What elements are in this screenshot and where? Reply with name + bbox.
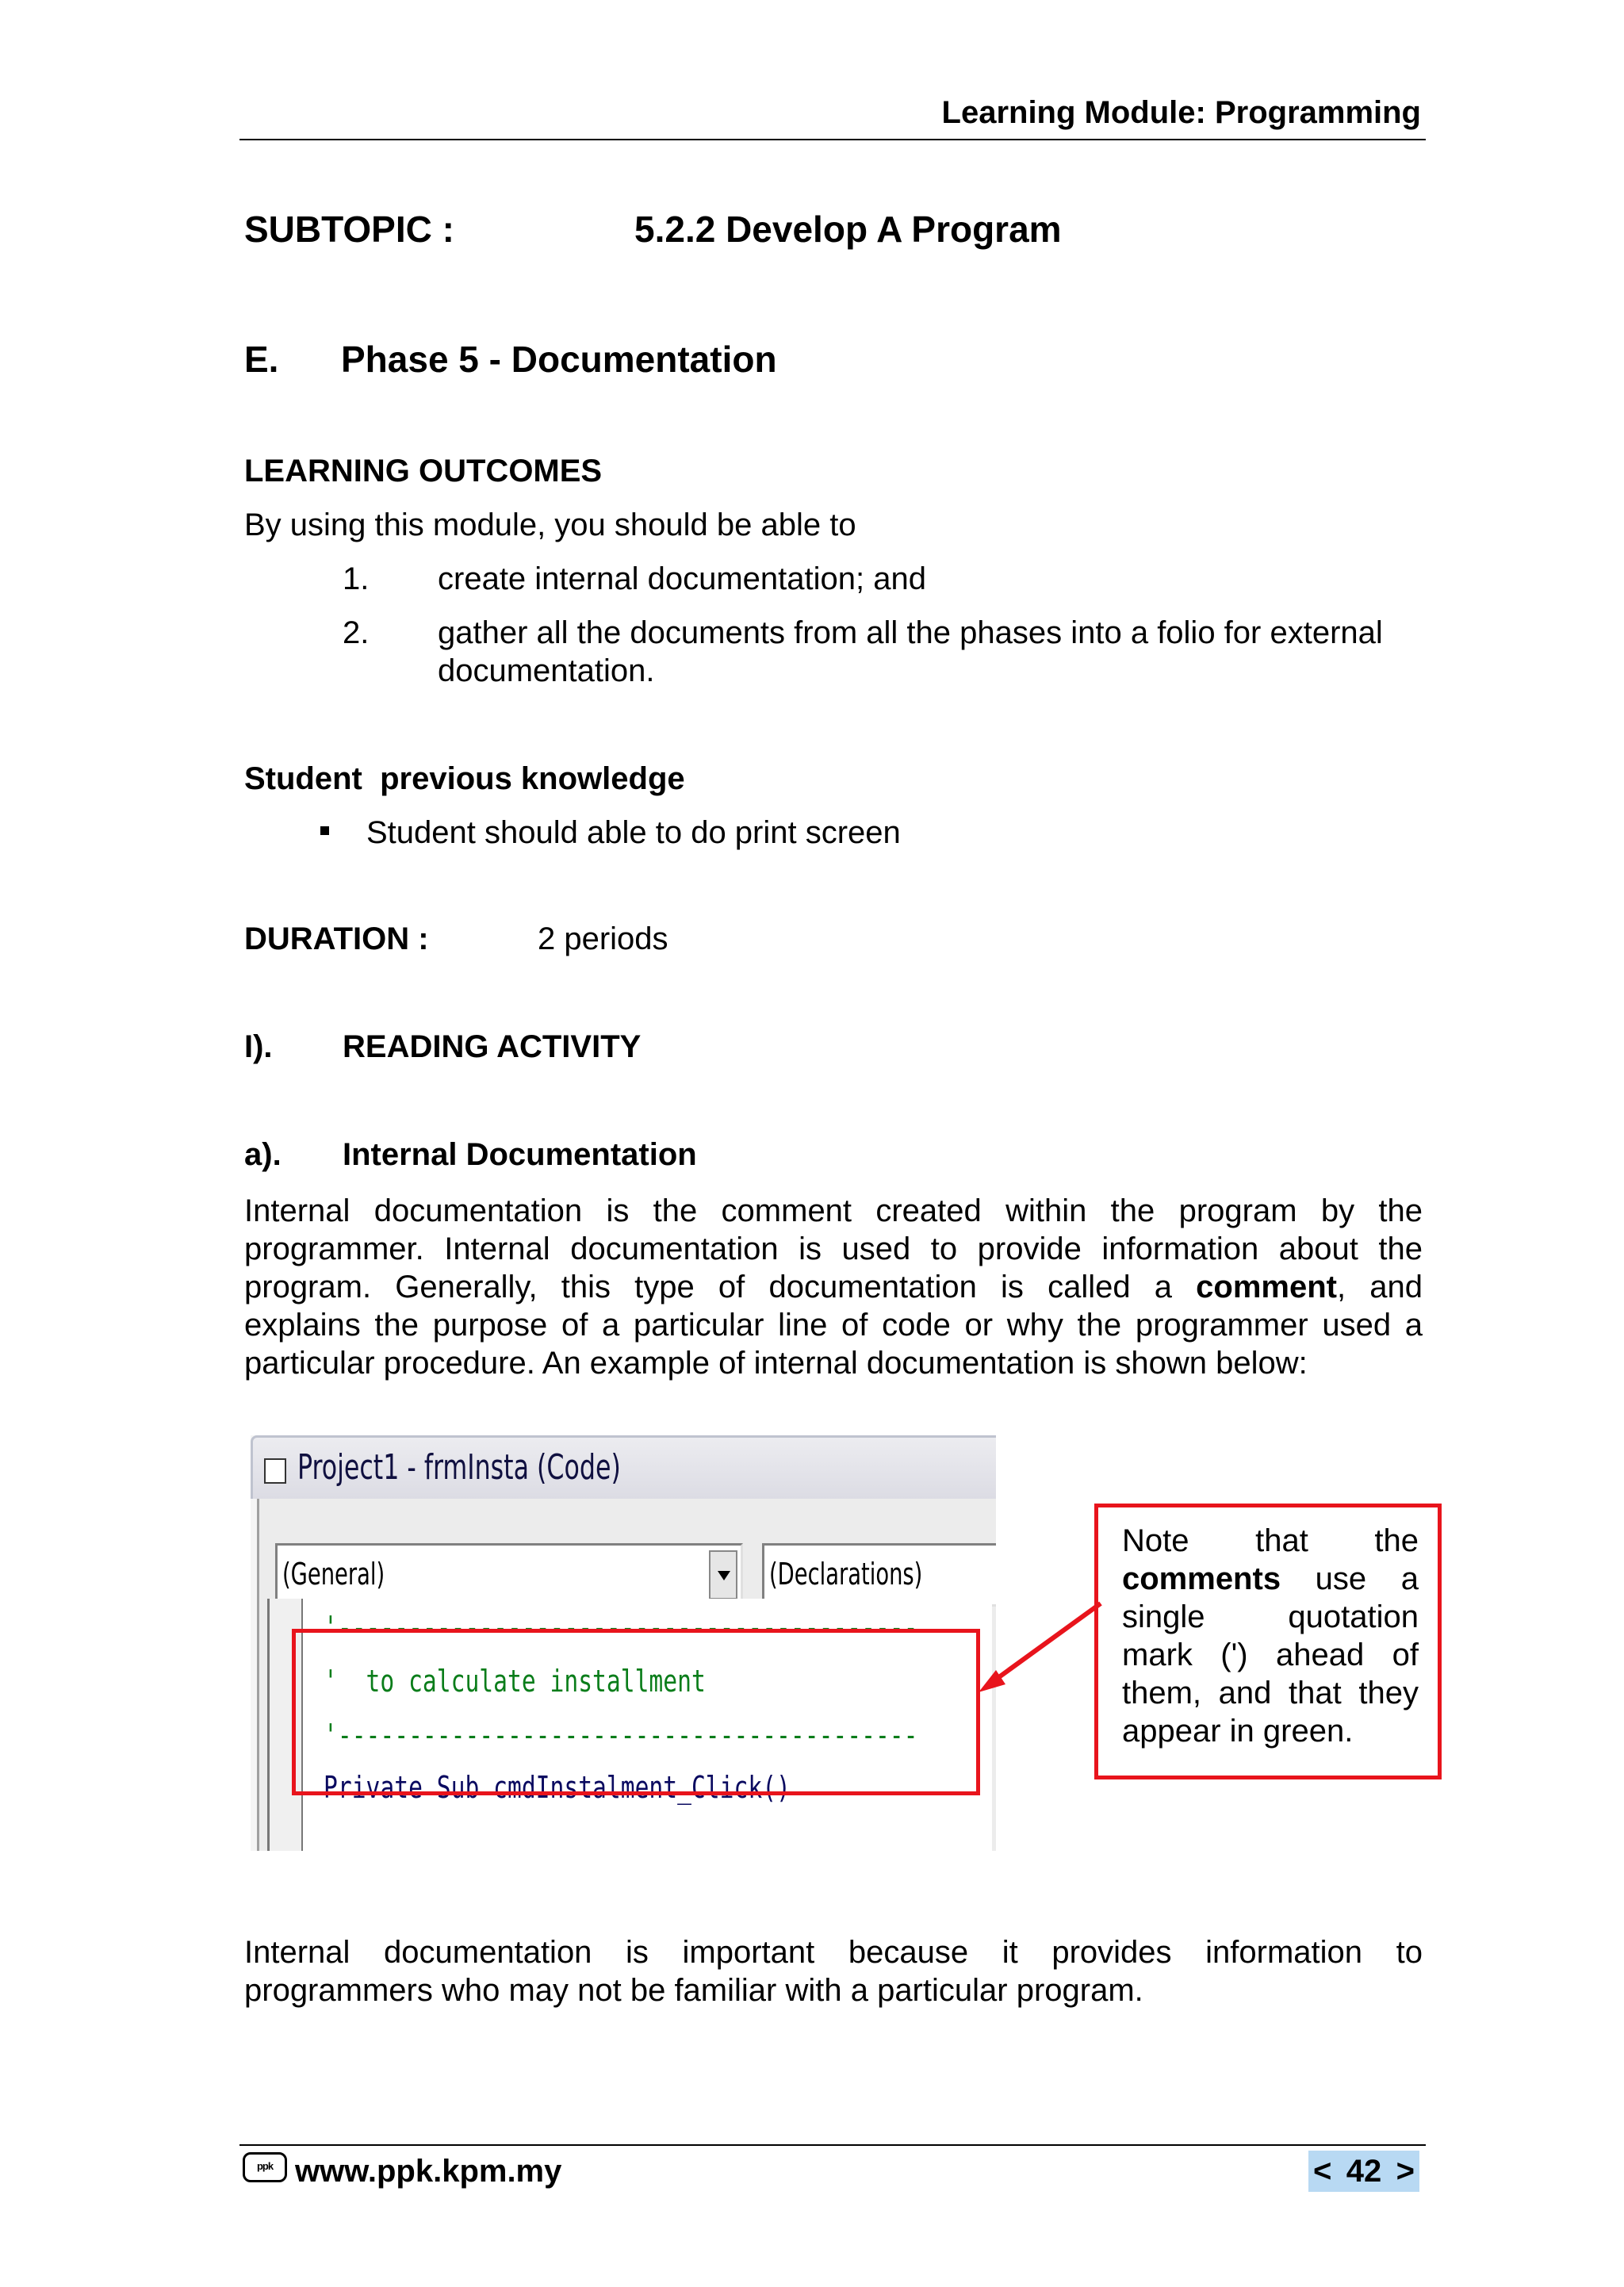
- procedure-combo-value: (Declarations): [769, 1557, 923, 1592]
- note-bold-term: comments: [1122, 1561, 1281, 1596]
- bold-term: comment: [1196, 1270, 1337, 1304]
- comment-line: '-----------------------------------------: [324, 1718, 918, 1753]
- page-number-badge: [1308, 2151, 1419, 2192]
- paragraph-line: particular procedure. An example of internal documentation is shown below:: [244, 1346, 1308, 1381]
- paragraph-line: programmer. Internal documentation is used to provide information about the: [244, 1232, 1423, 1266]
- comments-highlight-box: [292, 1629, 980, 1795]
- subtopic-label: SUBTOPIC :: [244, 209, 454, 250]
- arrow-shaft: [991, 1603, 1101, 1683]
- callout-note-text: [1122, 1522, 1419, 1750]
- outcome-number: 1.: [343, 561, 370, 596]
- object-combo-value: (General): [282, 1557, 385, 1592]
- arrow-icon: [967, 1594, 1110, 1705]
- comment-line: '-----------------------------------------: [324, 1610, 918, 1645]
- comment-line: ' to calculate installment: [324, 1664, 706, 1699]
- object-combo[interactable]: [275, 1543, 743, 1607]
- dropdown-arrow-icon[interactable]: [709, 1550, 737, 1599]
- note-text: use a single quotation mark (') ahead of them, and that they appear in green.: [1122, 1561, 1419, 1749]
- outcome-text: gather all the documents from all the phases into a folio for external: [438, 615, 1383, 650]
- footer-rule: [239, 2144, 1426, 2146]
- page-number: 42: [1346, 2153, 1382, 2189]
- page-next[interactable]: >: [1396, 2153, 1415, 2189]
- square-bullet-icon: [320, 826, 329, 835]
- learning-outcomes-intro: By using this module, you should be able to: [244, 508, 856, 542]
- module-header-title: Learning Module: Programming: [941, 95, 1421, 130]
- paragraph-line-with-bold: [244, 1268, 1423, 1306]
- section-letter: E.: [244, 339, 279, 380]
- reading-number: I).: [244, 1029, 273, 1064]
- code-window-icon: [264, 1458, 286, 1484]
- ppk-logo-icon: ppk: [243, 2152, 287, 2182]
- paragraph-line: Internal documentation is the comment created within the program by the: [244, 1193, 1423, 1228]
- subtopic-value: 5.2.2 Develop A Program: [634, 209, 1062, 250]
- subsection-number: a).: [244, 1137, 282, 1172]
- page-prev[interactable]: <: [1313, 2153, 1332, 2189]
- note-text: Note that the: [1122, 1523, 1419, 1558]
- callout-note-box: [1094, 1504, 1442, 1779]
- learning-outcomes-heading: LEARNING OUTCOMES: [244, 454, 603, 488]
- prev-knowledge-heading: Student previous knowledge: [244, 761, 685, 796]
- outcome-text: create internal documentation; and: [438, 561, 926, 596]
- footer-url[interactable]: www.ppk.kpm.my: [295, 2154, 562, 2189]
- outcome-number: 2.: [343, 615, 370, 650]
- prev-knowledge-item: Student should able to do print screen: [366, 815, 901, 850]
- duration-label: DURATION :: [244, 921, 429, 956]
- window-title: Project1 - frmInsta (Code): [297, 1447, 621, 1488]
- subsection-title: Internal Documentation: [343, 1137, 697, 1172]
- header-rule: [239, 139, 1426, 140]
- paragraph-text: program. Generally, this type of documentation is called a: [244, 1270, 1197, 1304]
- window-titlebar: [251, 1435, 996, 1499]
- section-title: Phase 5 - Documentation: [341, 339, 777, 380]
- outcome-text-continued: documentation.: [438, 653, 655, 688]
- code-line: Private Sub cmdInstalment_Click(): [324, 1770, 791, 1805]
- paragraph-line: programmers who may not be familiar with a particular program.: [244, 1973, 1143, 2008]
- duration-value: 2 periods: [538, 921, 668, 956]
- paragraph-line: explains the purpose of a particular line of code or why the programmer used a: [244, 1308, 1423, 1343]
- paragraph-text: , and: [1336, 1270, 1423, 1304]
- paragraph-line: Internal documentation is important because it provides information to: [244, 1935, 1423, 1970]
- reading-title: READING ACTIVITY: [343, 1029, 642, 1064]
- procedure-combo[interactable]: [762, 1543, 996, 1607]
